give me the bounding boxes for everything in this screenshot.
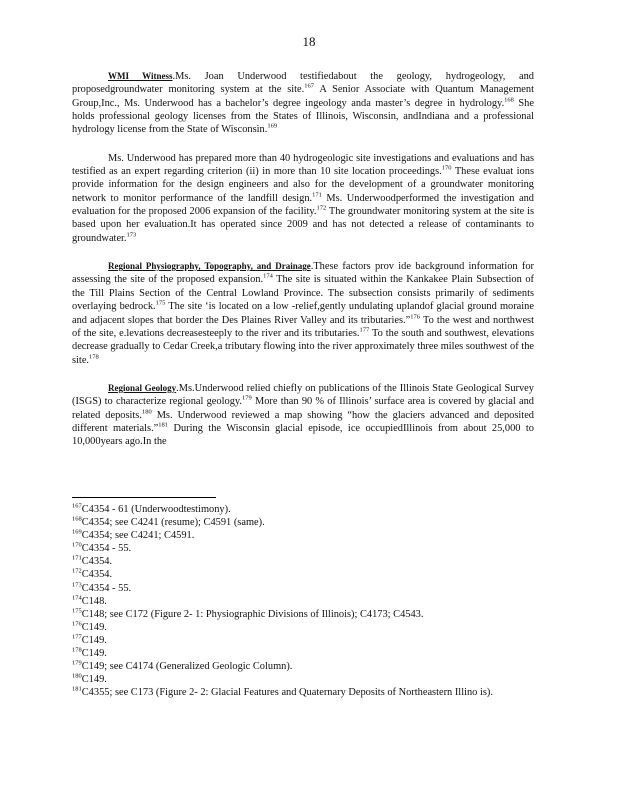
footnote-number: 176 <box>72 620 82 628</box>
footnote-number: 174 <box>72 594 82 602</box>
footnote-number: 168 <box>72 515 82 523</box>
footnote <box>72 503 534 516</box>
footnote-number: 181 <box>72 685 82 693</box>
footnote-text: C4354; see C4241 (resume); C4591 (same). <box>81 517 265 529</box>
paragraph-text: During the Wisconsin glacial episode, ice occupiedIllinois from about 25,000 to 10,000years ago.In the <box>72 422 534 448</box>
paragraph-text: The site ‘is located on a low -relief,gently undulating uplandof glacial ground moraine and adjacent slopes that border the Des Plaines River Valley and its tributaries.” <box>72 301 534 326</box>
footnote <box>72 647 534 660</box>
section-heading: Regional Geology <box>108 382 177 393</box>
footnote-text: C149; see C4174 (Generalized Geologic Column). <box>81 661 293 673</box>
footnote-text: C4354 - 55. <box>81 543 132 555</box>
paragraph-text: The groundwater monitoring system at the site is based upon her evaluation.It has operated since 2009 and has not detected a release of contaminants to groundwater. <box>72 206 534 244</box>
footnote-reference: 177 <box>359 326 370 334</box>
footnote <box>72 555 534 568</box>
footnote <box>72 516 534 529</box>
paragraph <box>72 70 534 137</box>
footnote-number: 175 <box>72 607 82 615</box>
footnote <box>72 595 534 608</box>
footnote-reference: 173 <box>126 231 137 239</box>
footnote <box>72 582 534 595</box>
footnote-reference: 167 <box>304 82 315 90</box>
page-number: 18 <box>302 34 316 49</box>
footnote <box>72 673 534 686</box>
footnote-number: 180 <box>72 672 82 680</box>
paragraph-text: She holds professional geology licenses from the States of Illinois, Wisconsin, andIndiana and a professional hydrology license from the State of Wisconsin. <box>72 97 534 136</box>
paragraph-text: A Senior Associate with Quantum Management Group,Inc., Ms. Underwood has a bachelor’s degree ingeology anda master’s degree in hydrology. <box>72 84 535 109</box>
footnote-number: 170 <box>72 541 82 549</box>
footnote <box>72 529 534 542</box>
footnote-reference: 178 <box>89 353 99 361</box>
footnote-number: 179 <box>72 659 82 667</box>
paragraph-text: These evaluat ions provide information for the design engineers and also for the development of a groundwater monitoring network to monitor performance of the landfill design. <box>72 166 534 204</box>
document-body <box>72 70 534 464</box>
footnote-text: C4354; see C4241; C4591. <box>81 530 195 542</box>
footnote <box>72 660 534 673</box>
section-heading: WMI Witness <box>108 71 173 81</box>
footnote-reference: 174 <box>263 273 273 280</box>
paragraph-text: To the west and northwest of the site, e.levations decreasesteeply to the river and its tributaries. <box>72 314 534 339</box>
paragraph-text: .Ms. Joan Underwood testifiedabout the geology, hydrogeology, and proposedgroundwater monitoring system at the site. <box>72 71 534 96</box>
paragraph <box>72 152 534 245</box>
paragraph-text: Ms. Underwood has prepared more than 40 hydrogeologic site investigations and evaluations and has testified as an expert regarding criterion (ii) in more than 10 site location proceedings. <box>72 152 534 178</box>
footnote-number: 178 <box>72 646 82 654</box>
footnote-number: 171 <box>72 554 82 562</box>
footnote-text: C4354. <box>81 569 113 581</box>
section-heading: Regional Physiography, Topography, and Drainage <box>108 261 311 272</box>
footnote-reference: 171 <box>312 191 322 199</box>
footnote <box>72 634 534 647</box>
footnote <box>72 608 534 621</box>
footnote-reference: 179 <box>242 394 252 402</box>
paragraph-text: To the south and southwest, elevations decrease gradually to Cedar Creek,a tributary flowing into the river approximately three miles southwest of the site. <box>72 327 534 366</box>
paragraph-text: Ms. Underwood reviewed a map showing “how the glaciers advanced and deposited different materials.” <box>72 409 534 434</box>
footnote-reference: 175 <box>155 299 166 307</box>
footnote-text: C149. <box>81 621 107 633</box>
footnote-text: C4354 - 61 (Underwoodtestimony). <box>81 504 231 515</box>
footnote-text: C149. <box>81 648 107 660</box>
footnote-text: C148; see C172 (Figure 2- 1: Physiographic Divisions of Illinois); C4173; C4543. <box>81 608 424 620</box>
footnote-separator <box>72 497 216 498</box>
paragraph-text: .Ms.Underwood relied chiefly on publications of the Illinois State Geological Survey (ISGS) to characterize regional geology. <box>72 382 534 408</box>
footnote-text: C4355; see C173 (Figure 2- 2: Glacial Features and Quaternary Deposits of Northeastern Illino is). <box>81 687 493 699</box>
footnote <box>72 568 534 581</box>
footnote-number: 167 <box>72 502 82 510</box>
footnote <box>72 621 534 634</box>
paragraph-text: More than 90 % of Illinois’ surface area is covered by glacial and related deposits. <box>72 396 535 421</box>
footnote-text: C4354. <box>81 556 113 568</box>
paragraph-text: Ms. Underwoodperformed the investigation and evaluation for the proposed 2006 expansion of the facility. <box>72 192 534 218</box>
footnote-reference: 172 <box>316 204 327 212</box>
footnote-number: 169 <box>72 528 82 536</box>
footnote-number: 177 <box>72 633 82 641</box>
footnote-number: 172 <box>72 568 82 575</box>
footnote-text: C148. <box>81 595 107 607</box>
footnote <box>72 686 534 699</box>
paragraph <box>72 382 534 449</box>
footnote-text: C4354 - 55. <box>81 582 132 594</box>
paragraph-text: .These factors prov ide background information for assessing the site of the proposed expansion. <box>72 261 534 286</box>
paragraph-text: The site is situated within the Kankakee Plain Subsection of the Till Plains Section of the Central Lowland Province. The subsection consists primarily of sediments overlaying bedrock. <box>72 274 534 313</box>
footnote-number: 173 <box>72 581 82 589</box>
footnote-reference: 169 <box>267 122 278 130</box>
footnote-reference: 176 <box>410 313 421 321</box>
footnote-text: C149. <box>81 634 107 646</box>
footnote-reference: 181 <box>158 421 169 429</box>
footnote-reference: 168 <box>504 96 514 104</box>
footnote <box>72 542 534 555</box>
footnote-list <box>72 503 534 699</box>
footnote-reference: 180 <box>141 408 152 416</box>
paragraph <box>72 260 534 367</box>
footnote-text: C149. <box>81 674 107 686</box>
footnote-reference: 170 <box>441 164 452 172</box>
